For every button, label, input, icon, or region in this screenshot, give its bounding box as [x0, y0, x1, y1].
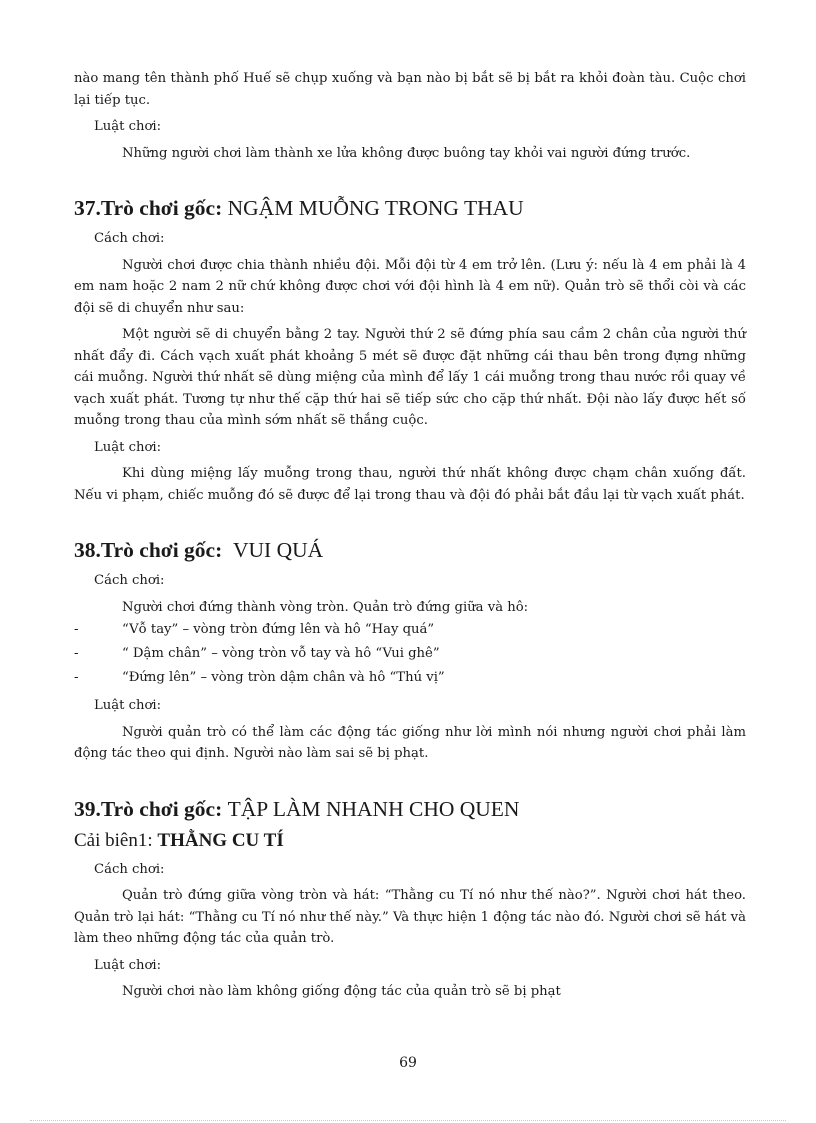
list-item: [74, 666, 746, 690]
rules-label: Luật chơi:: [94, 439, 162, 455]
how-to-play-label: Cách chơi:: [94, 231, 165, 246]
list-item-text: “Vỗ tay” – vòng tròn đứng lên và hô “Hay quá”: [122, 622, 435, 637]
how-to-play-label: Cách chơi:: [94, 573, 165, 588]
rules-label: Luật chơi:: [94, 119, 162, 134]
list-item: [74, 618, 746, 642]
how-to-play-paragraph: Người chơi đứng thành vòng tròn. Quản trò đứng giữa và hô:: [122, 599, 529, 615]
rules-text: Những người chơi làm thành xe lửa không được buông tay khỏi vai người đứng trước.: [122, 145, 691, 161]
rules-text: Người quản trò có thể làm các động tác giống như lời mình nói nhưng người chơi phải làm động tác theo qui định. Người nào làm sai sẽ bị phạt.: [74, 724, 746, 761]
rules-label: Luật chơi:: [94, 957, 162, 973]
variant-title: THẰNG CU TÍ: [157, 829, 284, 851]
rules-text: Khi dùng miệng lấy muỗng trong thau, người thứ nhất không được chạm chân xuống đất. Nếu vi phạm, chiếc muỗng đó sẽ được để lại trong thau và đội đó phải bắt đầu lại từ vạch xuất phát.: [74, 466, 746, 503]
list-item-text: “Đứng lên” – vòng tròn dậm chân và hô “Thú vị”: [122, 670, 445, 685]
dash-bullet: -: [74, 622, 79, 637]
section-heading-38: [74, 536, 746, 564]
section-heading-37: [74, 194, 746, 222]
rules-text: Người chơi nào làm không giống động tác của quản trò sẽ bị phạt: [122, 984, 561, 999]
variant-heading: [74, 829, 746, 853]
section-number: 37.: [74, 196, 101, 220]
rules-label: Luật chơi:: [94, 698, 162, 713]
instruction-list: [74, 618, 746, 690]
dash-bullet: -: [74, 670, 79, 685]
bottom-divider: [30, 1120, 786, 1121]
how-to-play-paragraph: Quản trò đứng giữa vòng tròn và hát: “Thằng cu Tí nó như thế nào?”. Người chơi hát theo. Quản trò lại hát: “Thằng cu Tí nó như thế này.” Và thực hiện 1 động tác nào đó. Người chơi sẽ hát và làm theo những động tác của quản trò.: [74, 888, 746, 946]
section-title-prefix: Trò chơi gốc:: [100, 196, 228, 220]
how-to-play-label: Cách chơi:: [94, 861, 165, 877]
document-page: [74, 68, 746, 1003]
page-number: 69: [399, 1055, 417, 1071]
section-title: VUI QUÁ: [233, 538, 324, 562]
section-title-prefix: Trò chơi gốc:: [100, 538, 233, 562]
list-item-text: “ Dậm chân” – vòng tròn vỗ tay và hô “Vui ghê”: [122, 646, 440, 661]
variant-prefix: Cải biên1:: [74, 829, 158, 851]
section-number: 38.: [74, 538, 101, 562]
section-number: 39.: [74, 796, 101, 821]
list-item: [74, 642, 746, 666]
section-heading-39: [74, 795, 746, 823]
how-to-play-paragraph: Một người sẽ di chuyển bằng 2 tay. Người thứ 2 sẽ đứng phía sau cầm 2 chân của người thứ nhất đẩy đi. Cách vạch xuất phát khoảng 5 mét sẽ được đặt những cái thau bên trong đựng những cái muỗng. Người thứ nhất sẽ dùng miệng của mình để lấy 1 cái muỗng trong thau nước rồi quay về vạch xuất phát. Tương tự như thế cặp thứ hai sẽ tiếp sức cho cặp thứ nhất. Đội nào lấy được hết số muỗng trong thau của mình sớm nhất sẽ thắng cuộc.: [74, 327, 746, 428]
how-to-play-paragraph: Người chơi được chia thành nhiều đội. Mỗi đội từ 4 em trở lên. (Lưu ý: nếu là 4 em phải là 4 em nam hoặc 2 nam 2 nữ chứ không được chơi với đội hình là 4 em nữ). Quản trò sẽ thổi còi và các đội sẽ di chuyển như sau:: [74, 257, 746, 316]
section-title: NGẬM MUỖNG TRONG THAU: [227, 196, 524, 220]
section-title-prefix: Trò chơi gốc:: [100, 796, 228, 821]
section-title: TẬP LÀM NHANH CHO QUEN: [227, 796, 520, 821]
dash-bullet: -: [74, 646, 79, 661]
continuation-paragraph: nào mang tên thành phố Huế sẽ chụp xuống và bạn nào bị bắt sẽ bị bắt ra khỏi đoàn tàu. Cuộc chơi lại tiếp tục.: [74, 71, 746, 108]
